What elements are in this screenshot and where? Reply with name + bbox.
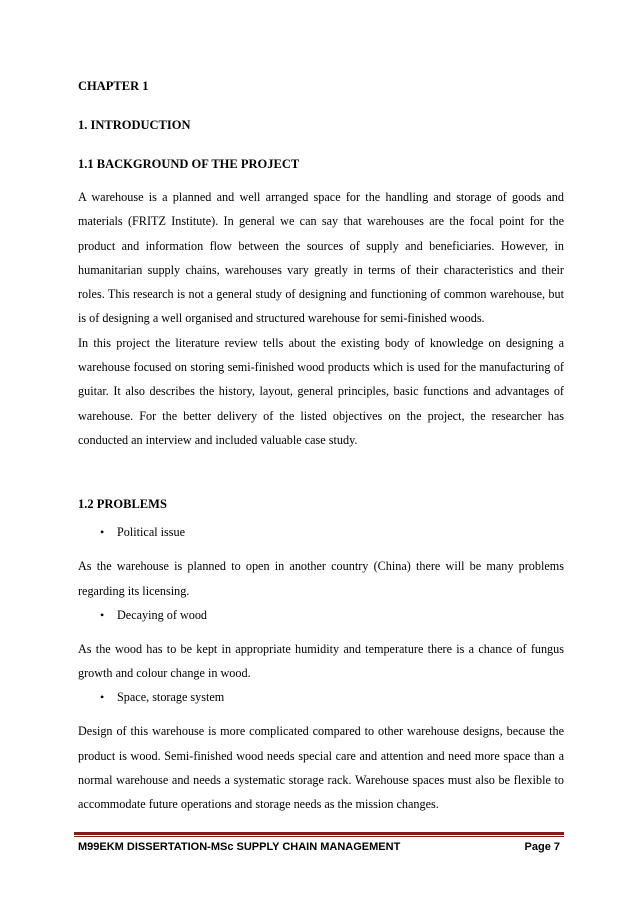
- problem-title: Political issue: [117, 525, 186, 540]
- page-footer: [74, 832, 564, 853]
- problem-description: As the wood has to be kept in appropriate humidity and temperature there is a chance of fungus growth and colour change in wood.: [78, 641, 564, 681]
- background-paragraph-2: In this project the literature review tells about the existing body of knowledge on designing a warehouse focused on storing semi-finished wood products which is used for the manufacturing of guitar. It also describes the history, layout, general principles, basic functions and advantages of warehouse. For the better delivery of the listed objectives on the project, the researcher has conducted an interview and included valuable case study.: [78, 335, 564, 447]
- problem-title: Space, storage system: [117, 690, 225, 705]
- problem-bullet: [100, 689, 564, 705]
- page-number: Page 7: [524, 841, 560, 853]
- footer-row: [74, 841, 564, 853]
- page-content: [78, 78, 564, 817]
- introduction-heading: 1. INTRODUCTION: [78, 118, 191, 132]
- bullet-icon: •: [100, 525, 105, 540]
- footer-title: M99EKM DISSERTATION-MSc SUPPLY CHAIN MANAGEMENT: [78, 841, 401, 853]
- background-paragraph-1: A warehouse is a planned and well arranged space for the handling and storage of goods and materials (FRITZ Institute). In general we can say that warehouses are the focal point for the product and information flow between the sources of supply and beneficiaries. However, in humanitarian supply chains, warehouses vary greatly in terms of their characteristics and their roles. This research is not a general study of designing and functioning of common warehouse, but is of designing a well organised and structured warehouse for semi-finished woods.: [78, 190, 564, 326]
- problem-bullet: [100, 524, 564, 540]
- problem-title: Decaying of wood: [117, 607, 208, 622]
- footer-rule-thin: [74, 836, 564, 837]
- footer-rule-thick: [74, 832, 564, 835]
- chapter-heading: CHAPTER 1: [78, 79, 149, 93]
- bullet-icon: •: [100, 690, 105, 705]
- background-heading: 1.1 BACKGROUND OF THE PROJECT: [78, 157, 300, 171]
- problems-heading: 1.2 PROBLEMS: [78, 497, 167, 512]
- problem-description: Design of this warehouse is more complicated compared to other warehouse designs, because the product is wood. Semi-finished wood needs special care and attention and need more space than a normal warehouse and needs a systematic storage rack. Warehouse spaces must also be flexible to accommodate future operations and storage needs as the mission changes.: [78, 724, 564, 812]
- problem-bullet: [100, 607, 564, 623]
- bullet-icon: •: [100, 607, 105, 622]
- problem-description: As the warehouse is planned to open in another country (China) there will be many problems regarding its licensing.: [78, 559, 564, 598]
